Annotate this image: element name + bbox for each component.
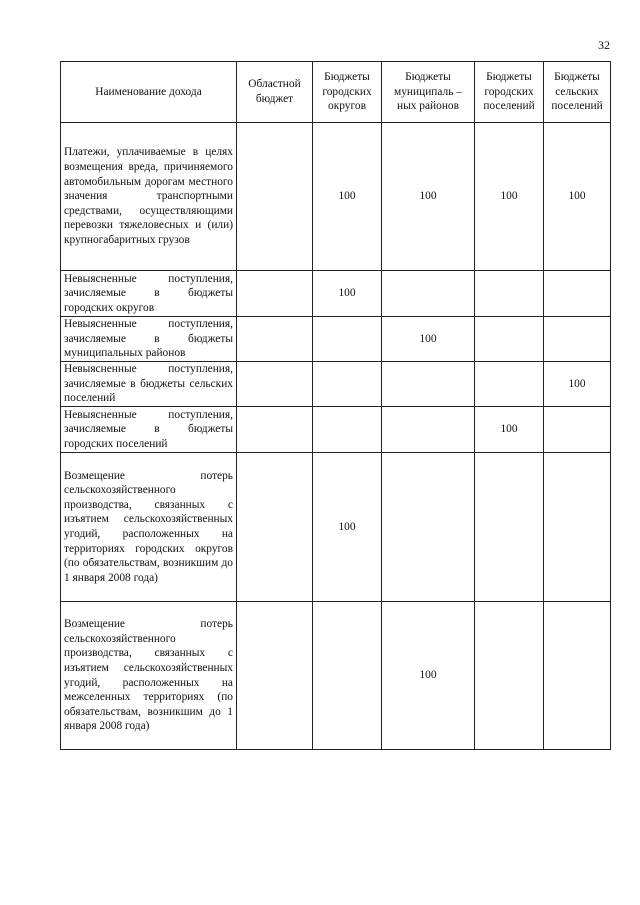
table-row [61, 271, 611, 317]
income-name-cell: Невыясненные поступления, зачисляемые в бюджеты городских округов [61, 271, 237, 317]
table-row [61, 362, 611, 407]
table-row [61, 602, 611, 750]
urban-settlement-cell [475, 453, 544, 602]
regional-budget-cell [237, 407, 313, 453]
header-urban-settlement-budgets: Бюджеты городских поселений [475, 62, 544, 123]
city-district-cell [313, 317, 382, 362]
income-name-cell: Невыясненные поступления, зачисляемые в бюджеты муниципальных районов [61, 317, 237, 362]
regional-budget-cell [237, 362, 313, 407]
rural-settlement-cell: 100 [544, 123, 611, 271]
city-district-cell: 100 [313, 123, 382, 271]
regional-budget-cell [237, 123, 313, 271]
urban-settlement-cell [475, 362, 544, 407]
rural-settlement-cell [544, 407, 611, 453]
city-district-cell [313, 407, 382, 453]
municipal-district-cell [382, 362, 475, 407]
income-name-cell: Невыясненные поступления, зачисляемые в бюджеты городских поселений [61, 407, 237, 453]
municipal-district-cell [382, 453, 475, 602]
municipal-district-cell [382, 407, 475, 453]
urban-settlement-cell [475, 317, 544, 362]
municipal-district-cell: 100 [382, 123, 475, 271]
income-name-cell: Возмещение потерь сельскохозяйственного производства, связанных с изъятием сельскохозяйственных угодий, расположенных на территориях городских округов (по обязательствам, возникшим до 1 января 2008 года) [61, 453, 237, 602]
rural-settlement-cell: 100 [544, 362, 611, 407]
table-header-row [61, 62, 611, 123]
rural-settlement-cell [544, 602, 611, 750]
income-name-cell: Невыясненные поступления, зачисляемые в бюджеты сельских поселений [61, 362, 237, 407]
table-row [61, 123, 611, 271]
header-regional-budget: Областной бюджет [237, 62, 313, 123]
municipal-district-cell: 100 [382, 602, 475, 750]
revenue-distribution-table [60, 61, 611, 750]
municipal-district-cell: 100 [382, 317, 475, 362]
urban-settlement-cell [475, 271, 544, 317]
city-district-cell [313, 362, 382, 407]
regional-budget-cell [237, 602, 313, 750]
city-district-cell: 100 [313, 271, 382, 317]
header-municipal-district-budgets: Бюджеты муниципаль –ных районов [382, 62, 475, 123]
header-city-district-budgets: Бюджеты городских округов [313, 62, 382, 123]
header-rural-settlement-budgets: Бюджеты сельских поселений [544, 62, 611, 123]
income-name-cell: Возмещение потерь сельскохозяйственного производства, связанных с изъятием сельскохозяйственных угодий, расположенных на межселенных территориях (по обязательствам, возникшим до 1 января 2008 года) [61, 602, 237, 750]
urban-settlement-cell: 100 [475, 407, 544, 453]
rural-settlement-cell [544, 453, 611, 602]
page-number: 32 [598, 38, 610, 52]
rural-settlement-cell [544, 271, 611, 317]
header-income-name: Наименование дохода [61, 62, 237, 123]
urban-settlement-cell [475, 602, 544, 750]
city-district-cell: 100 [313, 453, 382, 602]
regional-budget-cell [237, 453, 313, 602]
city-district-cell [313, 602, 382, 750]
income-name-cell: Платежи, уплачиваемые в целях возмещения вреда, причиняемого автомобильным дорогам местного значения транспортными средствами, осуществляющими перевозки тяжеловесных и (или) крупногабаритных грузов [61, 123, 237, 271]
table-row [61, 453, 611, 602]
regional-budget-cell [237, 271, 313, 317]
rural-settlement-cell [544, 317, 611, 362]
table-row [61, 407, 611, 453]
table-row [61, 317, 611, 362]
urban-settlement-cell: 100 [475, 123, 544, 271]
regional-budget-cell [237, 317, 313, 362]
municipal-district-cell [382, 271, 475, 317]
